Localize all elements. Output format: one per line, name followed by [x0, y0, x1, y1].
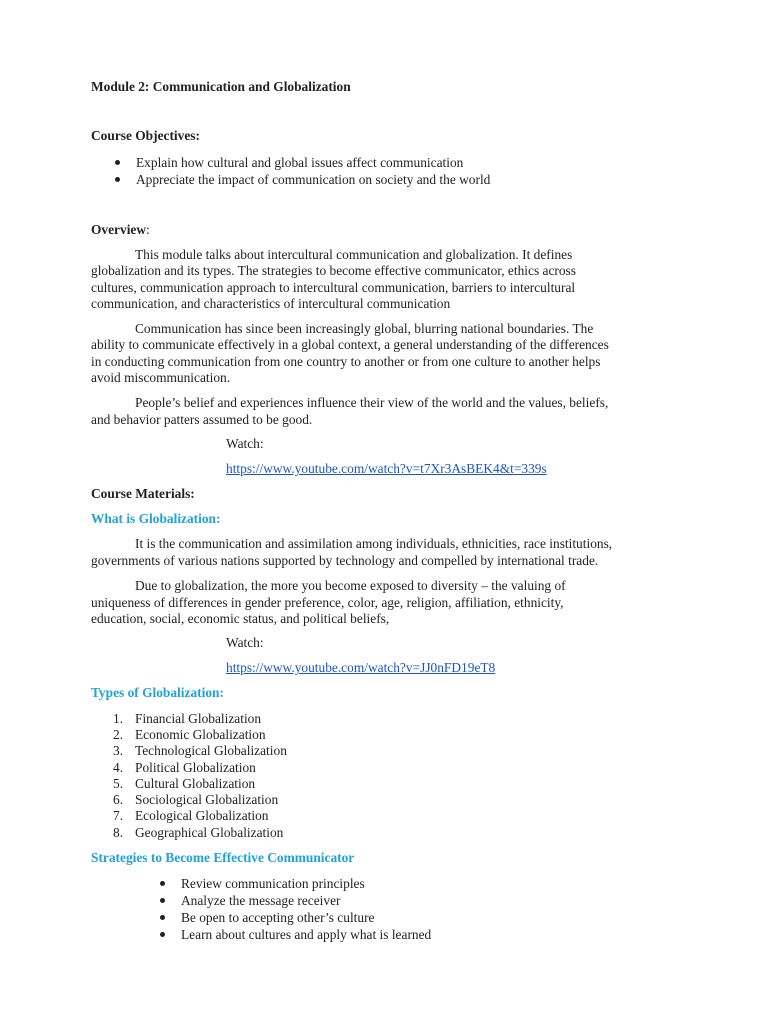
strategy-item: Review communication principles: [181, 876, 365, 891]
overview-p1-line: globalization and its types. The strategies to become effective communicator, ethics across: [91, 263, 576, 278]
watch-link[interactable]: https://www.youtube.com/watch?v=t7Xr3AsBEK4&t=339s: [226, 461, 547, 476]
globalization-p1-line: governments of various nations supported by technology and compelled by international trade.: [91, 553, 599, 568]
bullet-icon: [160, 932, 165, 937]
list-number: 3.: [113, 743, 124, 758]
strategy-item: Learn about cultures and apply what is learned: [181, 927, 432, 942]
globalization-p2-line: Due to globalization, the more you become exposed to diversity – the valuing of: [135, 578, 566, 593]
list-text: Geographical Globalization: [135, 825, 284, 840]
overview-heading: Overview: [91, 222, 147, 237]
globalization-p2-line: education, social, economic status, and political beliefs,: [91, 611, 390, 626]
globalization-p1-line: It is the communication and assimilation among individuals, ethnicities, race institutions,: [135, 536, 613, 551]
list-text: Cultural Globalization: [135, 776, 256, 791]
list-text: Financial Globalization: [135, 711, 262, 726]
bullet-icon: [115, 177, 120, 182]
list-number: 8.: [113, 825, 124, 840]
objective-item: Explain how cultural and global issues affect communication: [136, 155, 464, 170]
bullet-icon: [115, 160, 120, 165]
types-of-globalization-heading: Types of Globalization:: [91, 685, 224, 700]
what-is-globalization-heading: What is Globalization:: [91, 511, 221, 526]
watch-label: Watch:: [226, 635, 264, 650]
list-number: 7.: [113, 808, 124, 823]
bullet-icon: [160, 898, 165, 903]
watch-label: Watch:: [226, 436, 264, 451]
list-number: 6.: [113, 792, 124, 807]
overview-p2-line: avoid miscommunication.: [91, 370, 231, 385]
module-title: Module 2: Communication and Globalization: [91, 79, 351, 94]
overview-p3-line: People’s belief and experiences influence their view of the world and the values, beliefs,: [135, 395, 609, 410]
list-number: 5.: [113, 776, 124, 791]
course-objectives-heading: Course Objectives:: [91, 128, 200, 143]
list-text: Political Globalization: [135, 760, 256, 775]
overview-p1-line: communication, and characteristics of intercultural communication: [91, 296, 451, 311]
list-text: Technological Globalization: [135, 743, 287, 758]
bullet-icon: [160, 881, 165, 886]
overview-p2-line: Communication has since been increasingly global, blurring national boundaries. The: [135, 321, 594, 336]
strategy-item: Be open to accepting other’s culture: [181, 910, 375, 925]
list-number: 4.: [113, 760, 124, 775]
overview-heading-line: [91, 222, 150, 238]
overview-p1-line: This module talks about intercultural communication and globalization. It defines: [135, 247, 573, 262]
list-text: Ecological Globalization: [135, 808, 269, 823]
list-number: 2.: [113, 727, 124, 742]
list-number: 1.: [113, 711, 124, 726]
overview-p2-line: in conducting communication from one country to another or from one culture to another helps: [91, 354, 601, 369]
strategy-item: Analyze the message receiver: [181, 893, 341, 908]
overview-p3-line: and behavior patters assumed to be good.: [91, 412, 313, 427]
watch-link[interactable]: https://www.youtube.com/watch?v=JJ0nFD19eT8: [226, 660, 496, 675]
strategies-heading: Strategies to Become Effective Communicator: [91, 850, 355, 865]
list-text: Sociological Globalization: [135, 792, 279, 807]
bullet-icon: [160, 915, 165, 920]
overview-p2-line: ability to communicate effectively in a global context, a general understanding of the differences: [91, 337, 609, 352]
list-text: Economic Globalization: [135, 727, 266, 742]
course-materials-heading: Course Materials:: [91, 486, 195, 501]
overview-p1-line: cultures, communication approach to intercultural communication, barriers to intercultural: [91, 280, 576, 295]
globalization-p2-line: uniqueness of differences in gender preference, color, age, religion, affiliation, ethnicity,: [91, 595, 564, 610]
overview-colon: :: [146, 222, 150, 237]
objective-item: Appreciate the impact of communication on society and the world: [136, 172, 491, 187]
